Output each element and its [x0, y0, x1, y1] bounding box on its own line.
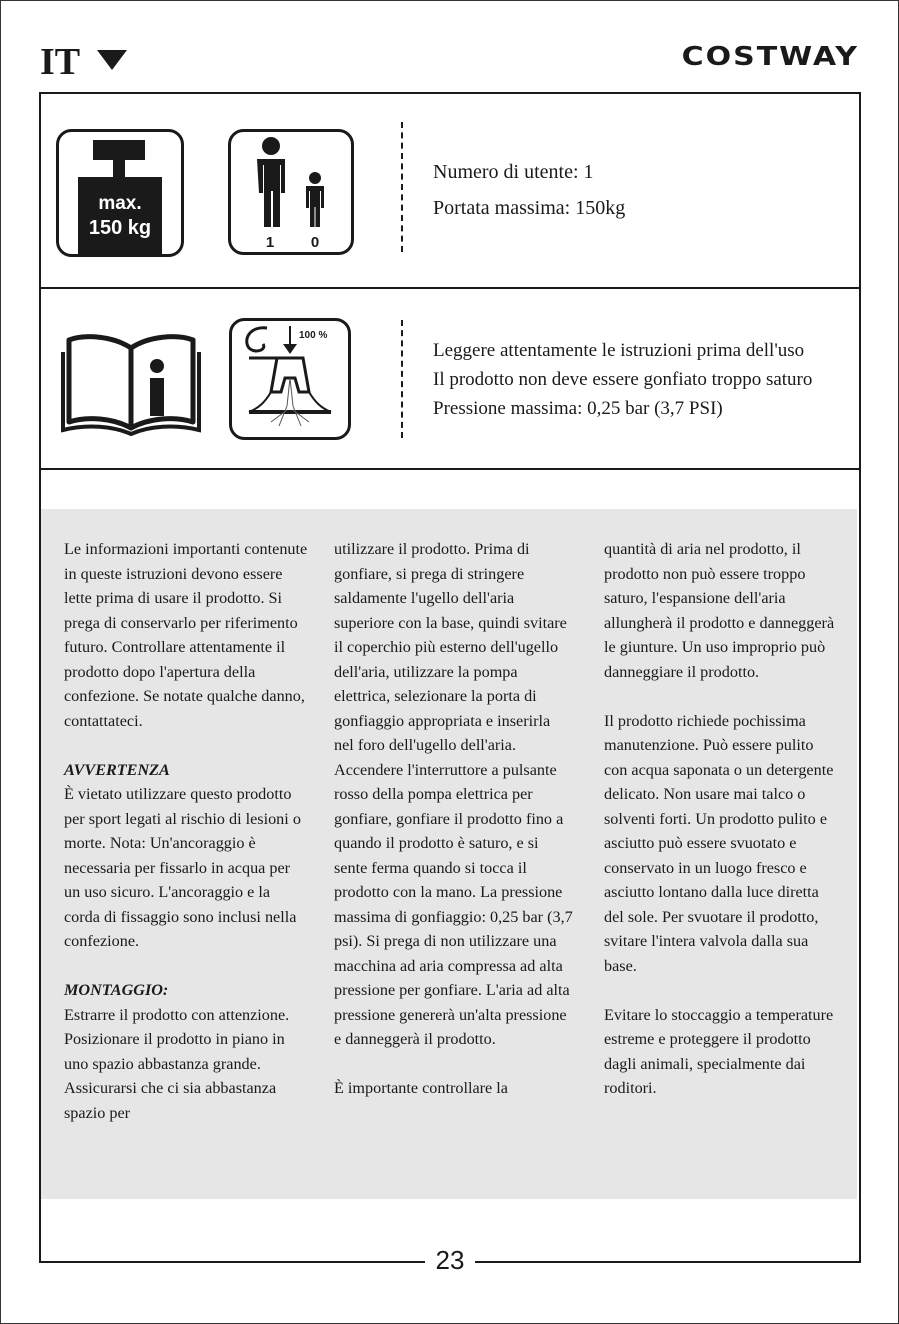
inflation-paragraph: utilizzare il prodotto. Prima di gonfiare, si prega di stringere saldamente l'ugello dell'aria superiore con la base, quindi svitare il coperchio più esterno dell'ugello dell'aria, utilizzare la pompa elettrica, selezionare la porta di gonfiaggio appropriata e inserirla nel foro dell'ugello dell'aria. Accendere l'interruttore a pulsante rosso della pompa elettrica per gonfiare, gonfiare il prodotto fino a quando il prodotto è saturo, e si sente ferma quando si tocca il prodotto con la mano. La pressione massima di gonfiaggio: 0,25 bar (3,7 psi). Si prega di non utilizzare una macchina ad aria compressa ad alta pressione per gonfiare. L'aria ad alta pressione genererà un'alta pressione e danneggerà il prodotto.: [334, 540, 573, 1048]
brand-logo: COSTWAY: [681, 42, 859, 72]
max-pressure-line: Pressione massima: 0,25 bar (3,7 PSI): [433, 398, 723, 419]
assembly-heading: MONTAGGIO:: [64, 981, 169, 999]
pump-pressure-icon: [229, 318, 351, 445]
text-column-2: [334, 537, 574, 1125]
page-number: 23: [425, 1245, 475, 1276]
air-check-paragraph: È importante controllare la: [334, 1079, 508, 1097]
language-code: IT: [40, 41, 81, 83]
user-count-line: Numero di utente: 1: [433, 161, 594, 183]
triangle-down-icon: [97, 50, 127, 70]
warning-text: [433, 336, 812, 423]
manual-info-icon: [61, 330, 201, 441]
pressure-percent-label: 100 %: [299, 330, 328, 341]
no-overinflate-line: Il prodotto non deve essere gonfiato troppo saturo: [433, 369, 813, 390]
text-column-3: [604, 537, 840, 1125]
adult-count-label: 1: [265, 234, 275, 251]
child-count-label: 0: [310, 234, 320, 251]
users-icon: [228, 129, 354, 260]
spec-text: [433, 154, 625, 226]
air-quantity-paragraph: quantità di aria nel prodotto, il prodotto non può essere troppo saturo, l'espansione dell'aria allungherà il prodotto e danneggerà le giunture. Un uso improprio può danneggiare il prodotto.: [604, 540, 835, 681]
text-column-1: [64, 537, 309, 1150]
warning-paragraph: È vietato utilizzare questo prodotto per sport legati al rischio di lesioni o morte. Nota: Un'ancoraggio è necessaria per fissarlo in acqua per un uso sicuro. L'ancoraggio e la corda di fissaggio sono inclusi nella confezione.: [64, 785, 301, 950]
row-divider: [41, 287, 861, 289]
assembly-paragraph: Estrarre il prodotto con attenzione. Posizionare il prodotto in piano in uno spazio abbastanza grande. Assicurarsi che ci sia abbastanza spazio per: [64, 1005, 290, 1122]
intro-paragraph: Le informazioni importanti contenute in queste istruzioni devono essere lette prima di usare il prodotto. Si prega di conservarlo per riferimento futuro. Controllare attentamente il prodotto dopo l'apertura della confezione. Se notate qualche danno, contattateci.: [64, 540, 308, 730]
weight-value-label: 150 kg: [88, 217, 152, 239]
max-load-line: Portata massima: 150kg: [433, 197, 626, 219]
weight-max-label: max.: [98, 193, 142, 214]
divider-dotted: [401, 320, 403, 438]
storage-paragraph: Evitare lo stoccaggio a temperature estreme e proteggere il prodotto dagli animali, specialmente dai roditori.: [604, 1005, 834, 1097]
read-instructions-line: Leggere attentamente le istruzioni prima dell'uso: [433, 340, 805, 361]
divider-dotted: [401, 122, 403, 252]
footer-line-right: [475, 1261, 859, 1263]
weight-icon: [56, 129, 184, 262]
warning-heading: AVVERTENZA: [64, 760, 170, 779]
row-divider: [41, 468, 861, 470]
maintenance-paragraph: Il prodotto richiede pochissima manutenzione. Può essere pulito con acqua saponata o un detergente delicato. Non usare mai talco o solventi forti. Un prodotto pulito e asciutto può essere svuotato e conservato in un luogo fresco e asciutto lontano dalla luce diretta del sole. Per svuotare il prodotto, svitare l'intera valvola dalla sua base.: [604, 711, 834, 975]
footer-line-left: [39, 1261, 425, 1263]
